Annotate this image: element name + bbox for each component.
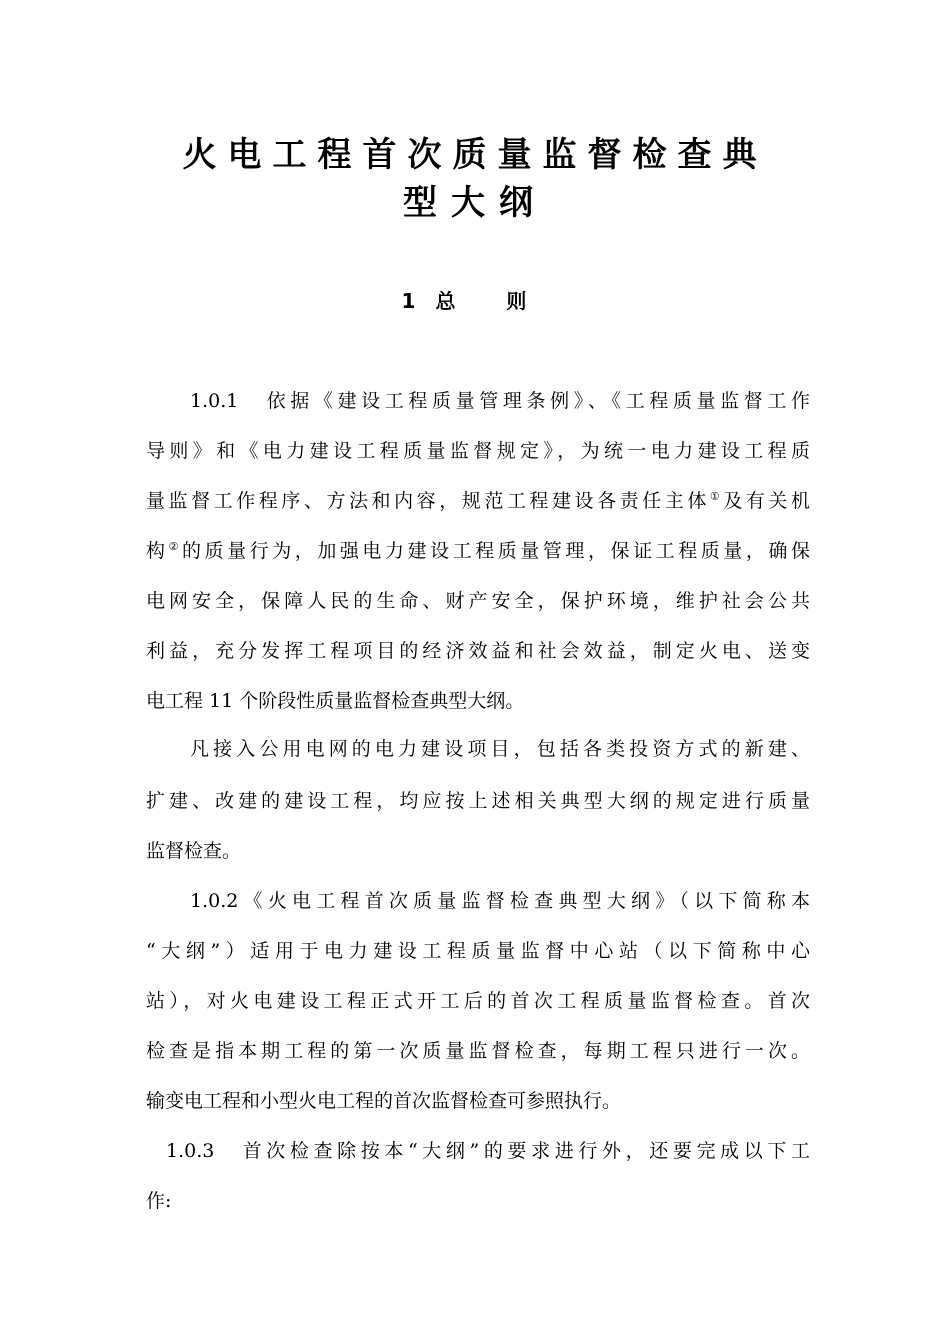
- paragraph-1-0-1-line-5: 电网安全，保障人民的生命、财产安全，保护环境，维护社会公共: [146, 590, 810, 612]
- paragraph-1-0-2-line-2: “大纲”）适用于电力建设工程质量监督中心站（以下简称中心: [146, 940, 810, 962]
- paragraph-text: 构: [146, 540, 169, 562]
- paragraph-text: 的质量行为，加强电力建设工程质量管理，保证工程质量，确保: [181, 540, 810, 562]
- footnote-marker-1: ①: [709, 490, 724, 503]
- paragraph-1-0-1-line-1: 1.0.1 依据《建设工程质量管理条例》、《工程质量监督工作: [190, 390, 810, 412]
- paragraph-text: 量监督工作程序、方法和内容，规范工程建设各责任主体: [146, 490, 710, 512]
- paragraph-1-0-2-line-4: 检查是指本期工程的第一次质量监督检查，每期工程只进行一次。: [146, 1040, 810, 1062]
- section-number: 1: [401, 289, 416, 313]
- section-title: 总 则: [435, 289, 549, 313]
- document-title-line-2: 型大纲: [403, 183, 547, 223]
- paragraph-1-0-1-line-6: 利益，充分发挥工程项目的经济效益和社会效益，制定火电、送变: [146, 640, 810, 662]
- section-heading: [0, 290, 950, 312]
- paragraph-1-0-2-line-3: 站），对火电建设工程正式开工后的首次工程质量监督检查。首次: [146, 990, 810, 1012]
- paragraph-1-0-1-line-4: [146, 538, 810, 564]
- footnote-marker-2: ②: [168, 540, 182, 553]
- paragraph-1-0-2-line-1: 1.0.2《火电工程首次质量监督检查典型大纲》（以下简称本: [190, 890, 810, 912]
- paragraph-1-0-1-line-3: [146, 488, 810, 514]
- paragraph-1-0-3-line-2: 作:: [146, 1190, 172, 1212]
- paragraph-text: 及有关机: [723, 490, 810, 512]
- paragraph-1-0-1-line-2: 导则》和《电力建设工程质量监督规定》，为统一电力建设工程质: [146, 440, 810, 462]
- paragraph-scope-line-3: 监督检查。: [146, 840, 242, 862]
- paragraph-scope-line-2: 扩建、改建的建设工程，均应按上述相关典型大纲的规定进行质量: [146, 790, 810, 812]
- paragraph-1-0-2-line-5: 输变电工程和小型火电工程的首次监督检查可参照执行。: [146, 1090, 622, 1112]
- paragraph-1-0-1-line-7: 电工程 11 个阶段性质量监督检查典型大纲。: [146, 690, 525, 712]
- paragraph-scope-line-1: 凡接入公用电网的电力建设项目，包括各类投资方式的新建、: [190, 738, 810, 760]
- document-title-line-1: 火电工程首次质量监督检查典: [182, 135, 768, 175]
- paragraph-1-0-3-line-1: 1.0.3 首次检查除按本“大纲”的要求进行外，还要完成以下工: [166, 1140, 810, 1162]
